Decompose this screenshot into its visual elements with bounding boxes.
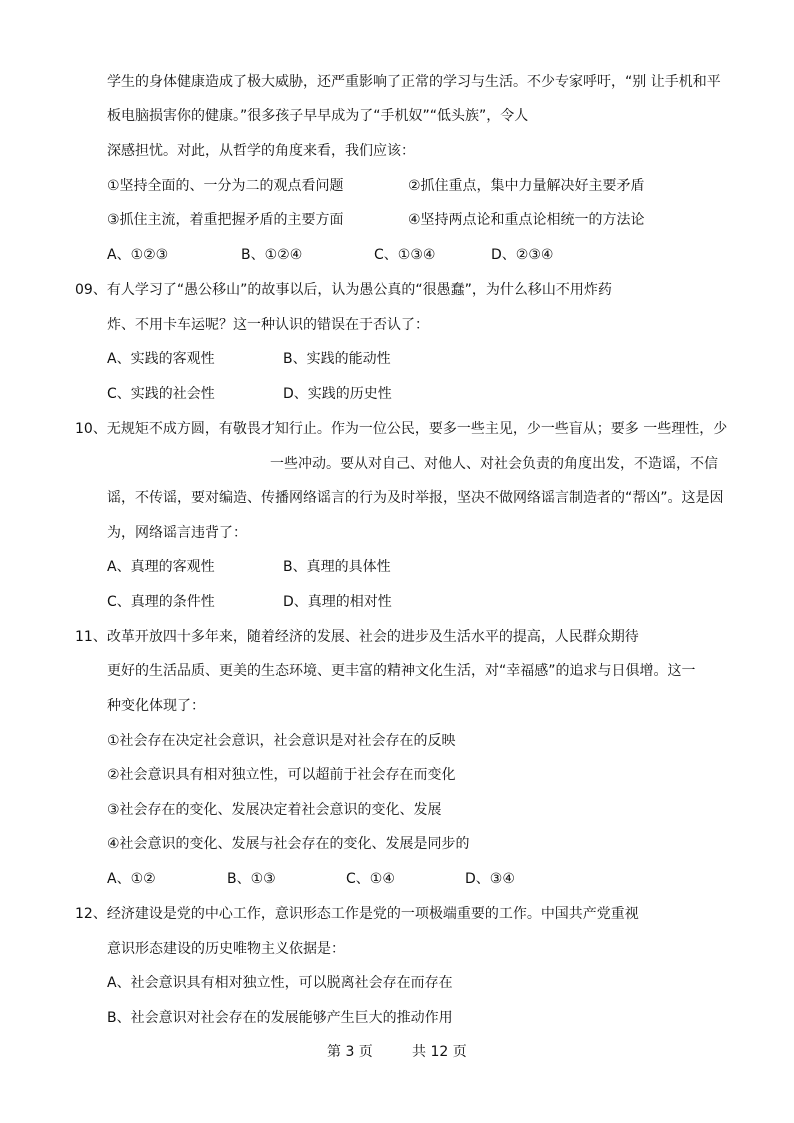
q09-option-a: A、实践的客观性 — [107, 351, 215, 367]
q11-statement-1: ①社会存在决定社会意识，社会意识是对社会存在的反映 — [107, 733, 456, 749]
q10-option-b: B、真理的具体性 — [283, 559, 391, 575]
q10-line-4: 为，网络谣言违背了： — [107, 525, 247, 541]
q08-statement-3: ③抓住主流，着重把握矛盾的主要方面 — [107, 212, 344, 228]
q11-option-a: A、①② — [107, 871, 156, 887]
q10-option-c: C、真理的条件性 — [107, 594, 215, 610]
q10-line-3: 谣，不传谣，要对编造、传播网络谣言的行为及时举报，坚决不做网络谣言制造者的“帮凶”。这是因 — [107, 490, 724, 506]
q10-line-1: 10、无规矩不成方圆，有敬畏才知行止。作为一位公民，要多一些主见，少一些盲从；要多 一些理性，少 — [75, 421, 728, 437]
q11-statement-4: ④社会意识的变化、发展与社会存在的变化、发展是同步的 — [107, 836, 470, 852]
q11-line-2: 更好的生活品质、更美的生态环境、更丰富的精神文化生活，对“幸福感”的追求与日俱增。这一 — [107, 663, 696, 679]
footer-total-pages: 共 12 页 — [412, 1044, 467, 1060]
q12-line-2: 意识形态建设的历史唯物主义依据是： — [107, 941, 345, 957]
q11-line-3: 种变化体现了： — [107, 698, 205, 714]
q09-option-d: D、实践的历史性 — [283, 386, 392, 402]
q09-option-c: C、实践的社会性 — [107, 386, 215, 402]
q08-statement-2: ②抓住重点，集中力量解决好主要矛盾 — [408, 178, 645, 194]
q09-option-b: B、实践的能动性 — [283, 351, 391, 367]
q08-option-b: B、①②④ — [241, 247, 303, 263]
q11-option-c: C、①④ — [346, 871, 395, 887]
q10-option-a: A、真理的客观性 — [107, 559, 215, 575]
q11-option-d: D、③④ — [465, 871, 515, 887]
q10-line-2: 一些冲动。要从对自己、对他人、对社会负责的角度出发，不造谣，不信 — [270, 456, 718, 472]
q09-line-1: 09、有人学习了“愚公移山”的故事以后，认为愚公真的“很愚蠢”，为什么移山不用炸药 — [75, 282, 612, 298]
q11-option-b: B、①③ — [227, 871, 276, 887]
q08-line-2: 板电脑损害你的健康。”很多孩子早早成为了“手机奴”“低头族”，令人 — [107, 108, 529, 124]
footer-page-number: 第 3 页 — [327, 1044, 373, 1060]
q12-line-1: 12、经济建设是党的中心工作，意识形态工作是党的一项极端重要的工作。中国共产党重视 — [75, 906, 639, 922]
q08-statement-1: ①坚持全面的、一分为二的观点看问题 — [107, 178, 344, 194]
q11-statement-3: ③社会存在的变化、发展决定着社会意识的变化、发展 — [107, 802, 442, 818]
q08-line-1: 学生的身体健康造成了极大威胁，还严重影响了正常的学习与生活。不少专家呼吁，“别 让手机和平 — [107, 74, 721, 90]
q08-statement-4: ④坚持两点论和重点论相统一的方法论 — [408, 212, 645, 228]
q08-option-d: D、②③④ — [491, 247, 554, 263]
q12-option-b: B、社会意识对社会存在的发展能够产生巨大的推动作用 — [107, 1010, 453, 1026]
q10-option-d: D、真理的相对性 — [283, 594, 392, 610]
q08-option-a: A、①②③ — [107, 247, 169, 263]
q09-line-2: 炸、不用卡车运呢？这一种认识的错误在于否认了： — [107, 317, 429, 333]
q11-line-1: 11、改革开放四十多年来，随着经济的发展、社会的进步及生活水平的提高，人民群众期待 — [75, 629, 639, 645]
q08-option-c: C、①③④ — [374, 247, 436, 263]
q11-statement-2: ②社会意识具有相对独立性，可以超前于社会存在而变化 — [107, 767, 456, 783]
q08-line-3: 深感担忧。对此，从哲学的角度来看，我们应该： — [107, 143, 415, 159]
q12-option-a: A、社会意识具有相对独立性，可以脱离社会存在而存在 — [107, 975, 453, 991]
